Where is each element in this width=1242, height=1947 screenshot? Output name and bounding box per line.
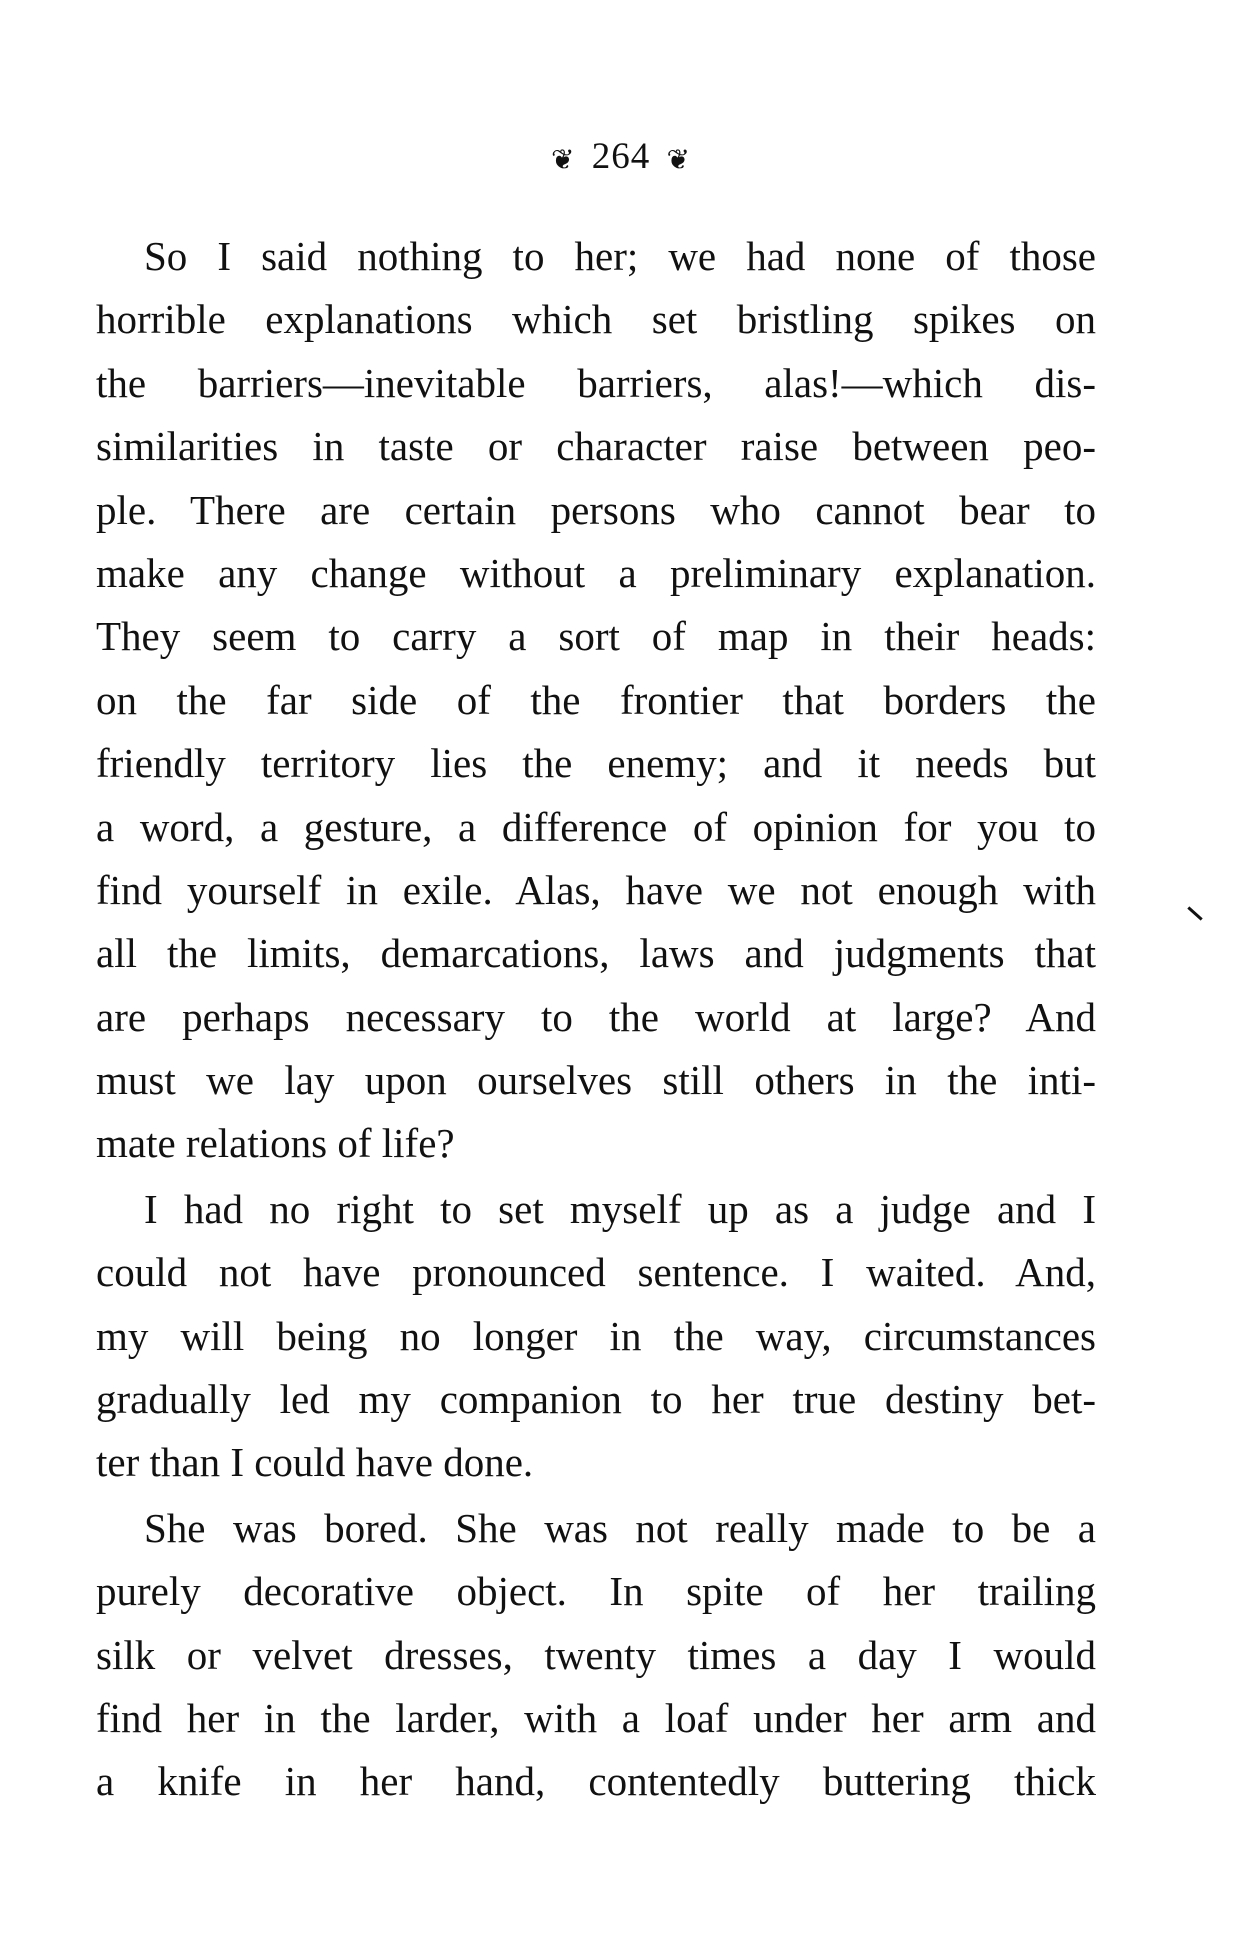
text-line: must we lay upon ourselves still others in the inti- bbox=[96, 1057, 1096, 1104]
text-line: could not have pronounced sentence. I waited. And, bbox=[96, 1249, 1096, 1296]
text-line: silk or velvet dresses, twenty times a day I would bbox=[96, 1631, 1096, 1678]
ornament-left-icon: ❦ bbox=[551, 144, 576, 176]
text-line: ple. There are certain persons who cannot bear to bbox=[96, 486, 1096, 533]
text-line: similarities in taste or character raise between peo- bbox=[96, 423, 1096, 470]
text-line: mate relations of life? bbox=[96, 1120, 455, 1167]
text-line: They seem to carry a sort of map in their heads: bbox=[96, 613, 1096, 660]
text-line: are perhaps necessary to the world at large? And bbox=[96, 993, 1096, 1040]
margin-mark bbox=[1187, 906, 1202, 920]
text-line: a knife in her hand, contentedly buttering thick bbox=[96, 1758, 1096, 1805]
text-line: on the far side of the frontier that borders the bbox=[96, 676, 1096, 723]
ornament-right-icon: ❦ bbox=[666, 144, 691, 176]
text-line: friendly territory lies the enemy; and it needs but bbox=[96, 740, 1096, 787]
text-line: my will being no longer in the way, circumstances bbox=[96, 1312, 1096, 1359]
page-number: 264 bbox=[591, 136, 651, 177]
text-line: find her in the larder, with a loaf under her arm and bbox=[96, 1694, 1096, 1741]
text-line: So I said nothing to her; we had none of those bbox=[144, 233, 1096, 279]
text-line: purely decorative object. In spite of her trailing bbox=[96, 1568, 1096, 1615]
text-line: make any change without a preliminary explanation. bbox=[96, 549, 1096, 596]
text-line: ter than I could have done. bbox=[96, 1439, 534, 1486]
text-line: horrible explanations which set bristling spikes on bbox=[96, 296, 1096, 343]
text-line: the barriers—inevitable barriers, alas!—which dis- bbox=[96, 359, 1096, 406]
text-line: find yourself in exile. Alas, have we not enough with bbox=[96, 866, 1096, 913]
page-header bbox=[0, 135, 1242, 178]
text-line: She was bored. She was not really made to be a bbox=[144, 1504, 1096, 1551]
body-text bbox=[96, 225, 1096, 1814]
text-line: all the limits, demarcations, laws and judgments that bbox=[96, 930, 1096, 977]
text-line: I had no right to set myself up as a judge and I bbox=[144, 1185, 1096, 1232]
text-line: gradually led my companion to her true destiny bet- bbox=[96, 1376, 1096, 1423]
text-line: a word, a gesture, a difference of opinion for you to bbox=[96, 803, 1096, 850]
